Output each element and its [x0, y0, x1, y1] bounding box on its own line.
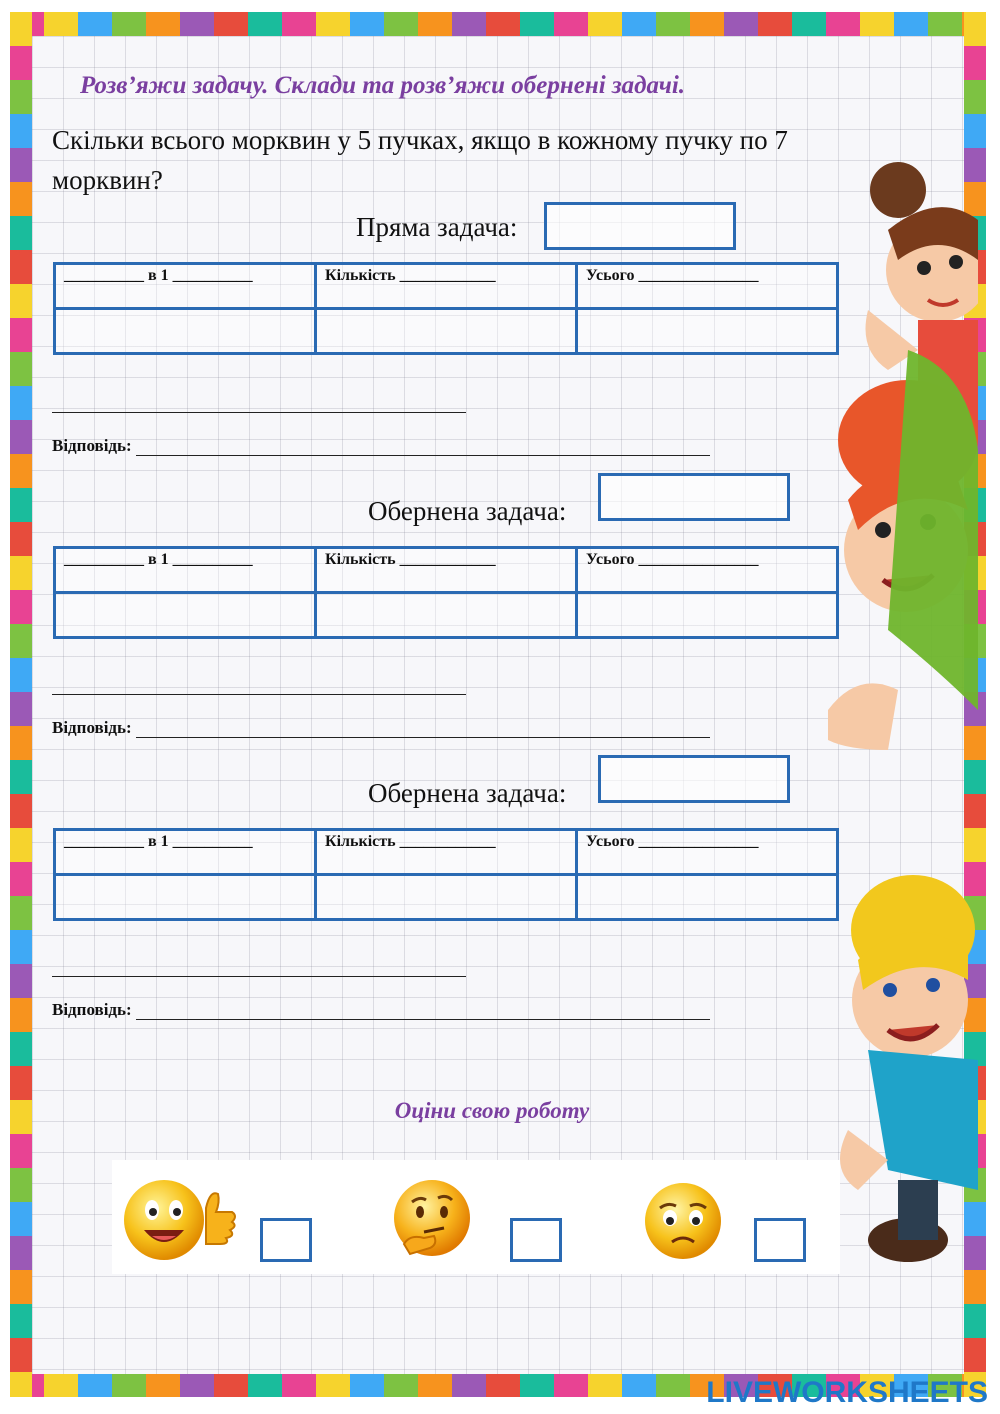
task-number-input[interactable] [598, 473, 790, 521]
solution-line[interactable] [52, 976, 466, 977]
task-number-input[interactable] [598, 755, 790, 803]
answer-row [52, 1000, 710, 1020]
table-input-cell[interactable] [577, 593, 838, 638]
table-input-cell[interactable] [316, 309, 577, 354]
task-label-inverse: Обернена задача: [368, 496, 567, 526]
answer-label: Відповідь: [52, 718, 132, 737]
answer-input[interactable] [136, 736, 710, 738]
problem-text: Скільки всього морквин у 5 пучках, якщо в кожному пучку по 7 морквин? [52, 125, 788, 195]
task-table [53, 546, 839, 639]
column-header-quantity: Кількість ____________ [316, 264, 577, 309]
task-table [53, 828, 839, 921]
table-input-cell[interactable] [316, 875, 577, 920]
table-input-cell[interactable] [577, 309, 838, 354]
table-input-cell[interactable] [577, 875, 838, 920]
solution-line[interactable] [52, 412, 466, 413]
table-input-cell[interactable] [55, 875, 316, 920]
cartoon-children-illustration [828, 150, 978, 1310]
column-header-per-one: __________ в 1 __________ [55, 830, 316, 875]
table-input-cell[interactable] [316, 593, 577, 638]
answer-row [52, 436, 710, 456]
logo-text: LIVEWORKSHEETS [706, 1376, 988, 1409]
column-header-per-one: __________ в 1 __________ [55, 548, 316, 593]
table-input-cell[interactable] [55, 309, 316, 354]
column-header-quantity: Кількість ____________ [316, 548, 577, 593]
thinking-face-icon [390, 1178, 474, 1262]
column-header-per-one: __________ в 1 __________ [55, 264, 316, 309]
column-header-total: Усього _______________ [577, 830, 838, 875]
smiley-thumbs-up-icon [122, 1178, 240, 1262]
task-number-input[interactable] [544, 202, 736, 250]
answer-label: Відповідь: [52, 436, 132, 455]
sad-face-icon [642, 1180, 724, 1262]
rating-checkbox-unsure[interactable] [510, 1218, 562, 1262]
column-header-quantity: Кількість ____________ [316, 830, 577, 875]
task-table [53, 262, 839, 355]
column-header-total: Усього _______________ [577, 548, 838, 593]
table-input-cell[interactable] [55, 593, 316, 638]
liveworksheets-logo [706, 1376, 988, 1410]
rating-checkbox-bad[interactable] [754, 1218, 806, 1262]
answer-input[interactable] [136, 454, 710, 456]
answer-label: Відповідь: [52, 1000, 132, 1019]
instruction-heading: Розв’яжи задачу. Склади та розв’яжи обернені задачі. [80, 72, 686, 99]
rating-checkbox-good[interactable] [260, 1218, 312, 1262]
task-label-direct: Пряма задача: [356, 212, 518, 242]
self-assessment-title: Оціни свою роботу [394, 1098, 590, 1123]
task-label-inverse: Обернена задача: [368, 778, 567, 808]
answer-input[interactable] [136, 1018, 710, 1020]
solution-line[interactable] [52, 694, 466, 695]
column-header-total: Усього _______________ [577, 264, 838, 309]
answer-row [52, 718, 710, 738]
self-assessment-panel [112, 1160, 840, 1274]
